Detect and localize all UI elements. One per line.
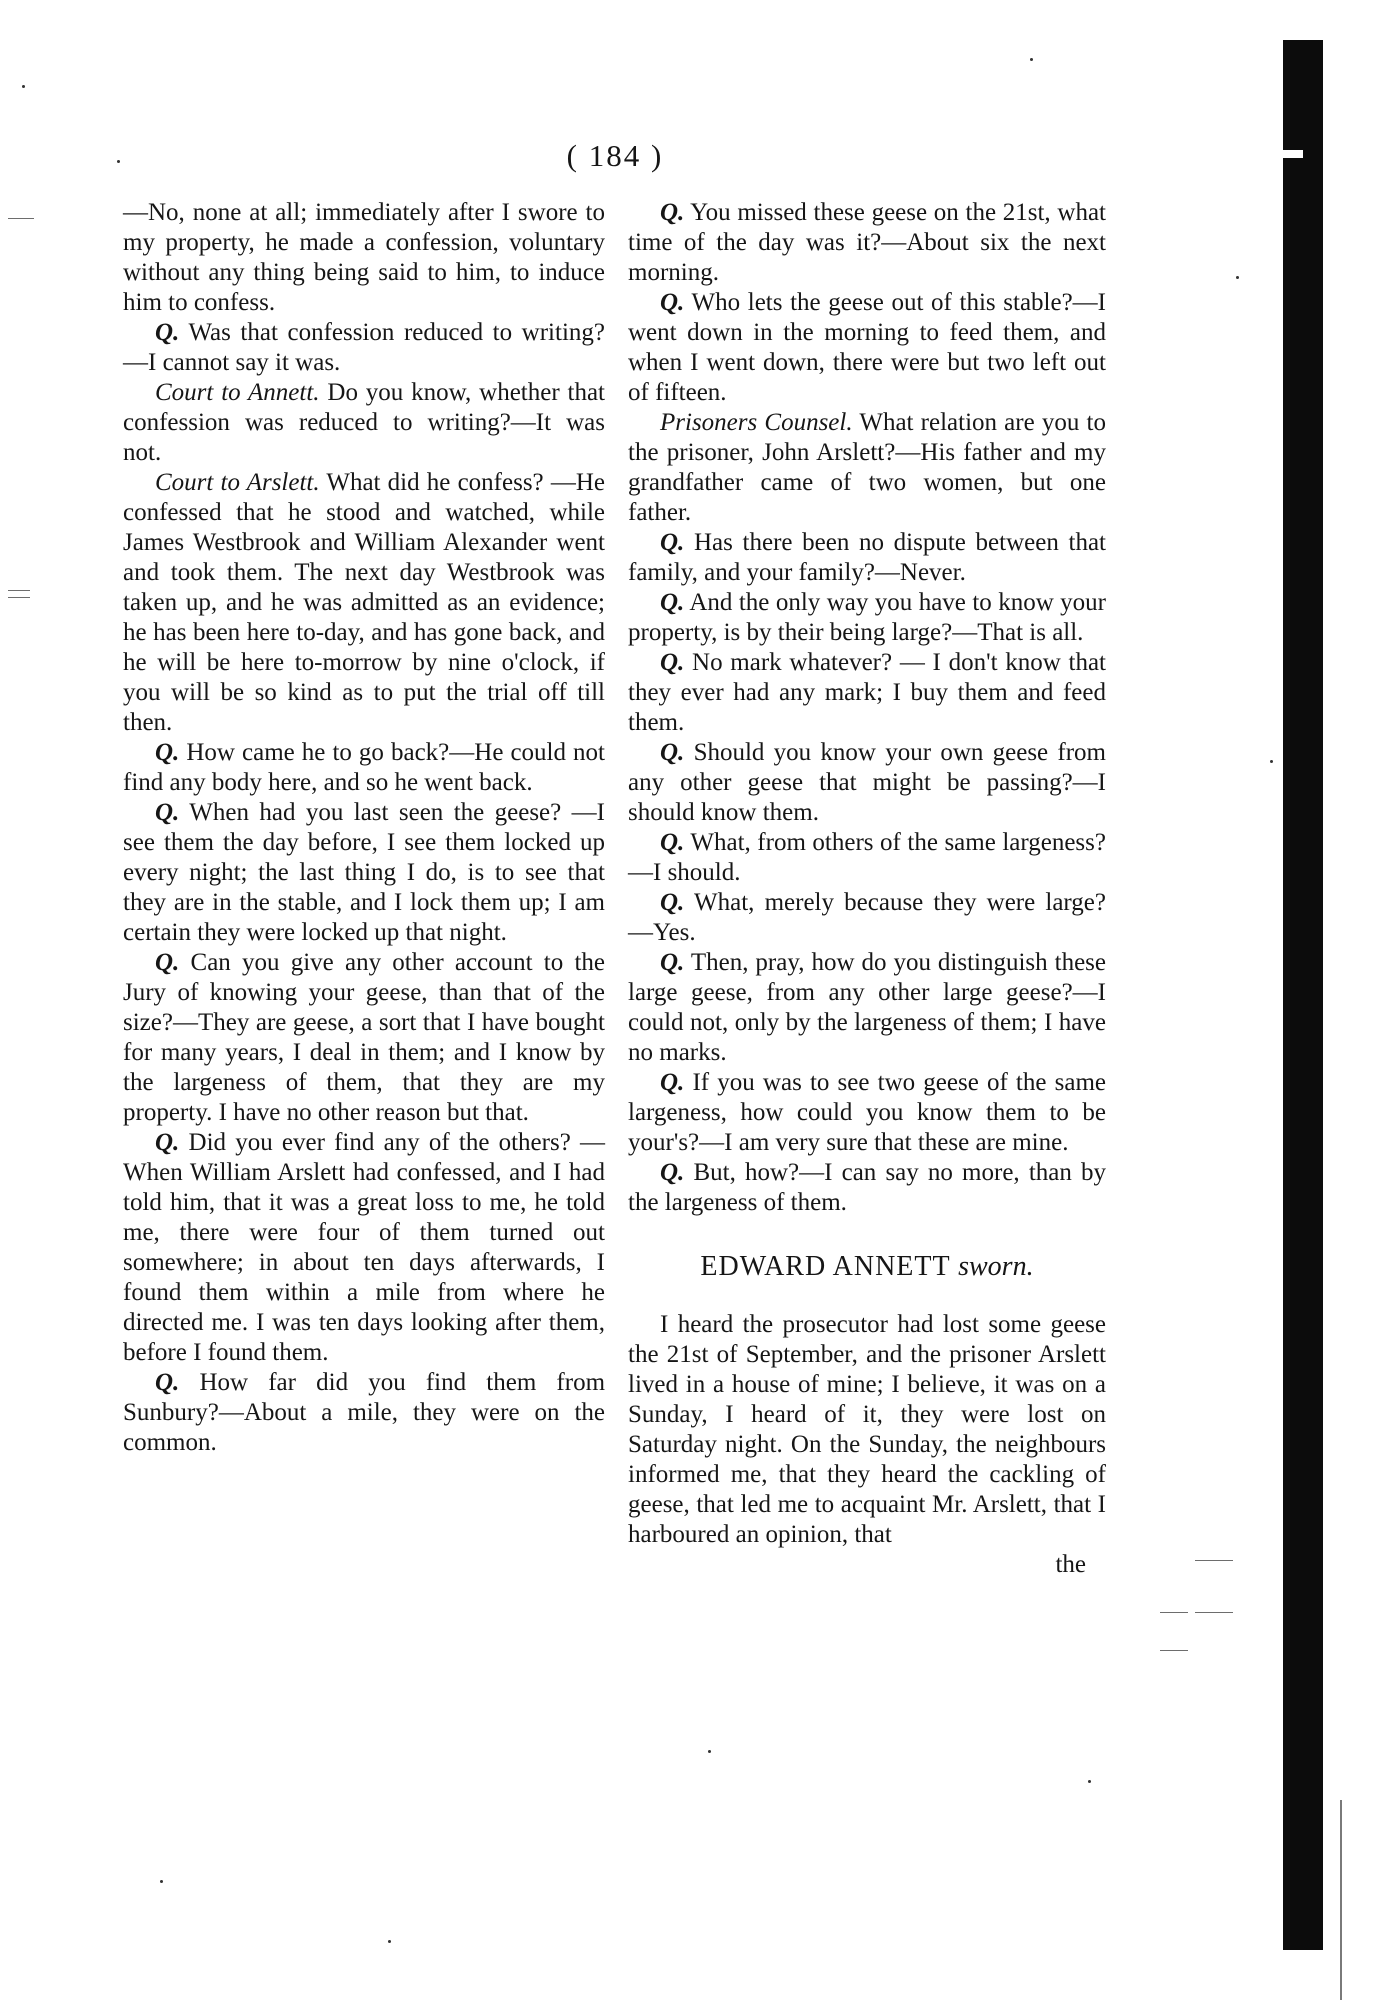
paragraph [628,648,1106,738]
paragraph [123,468,605,738]
paragraph [628,1068,1106,1158]
paper-speck [1270,760,1273,763]
paragraph [123,318,605,378]
question-marker: Q. [155,949,180,976]
question-marker: Q. [660,829,685,856]
paper-speck [160,1880,163,1883]
paragraph [123,198,605,318]
paragraph-text: Should you know your own geese from any other geese that might be passing?—I should know them. [628,739,1107,826]
paragraph [123,798,605,948]
paragraph-text: Was that confession reduced to writing?—I cannot say it was. [123,319,605,376]
paragraph-text: What, merely because they were large?—Yes. [628,889,1106,946]
paragraph-text: Has there been no dispute between that family, and your family?—Never. [628,529,1107,586]
margin-dash [1160,1650,1188,1651]
paragraph [628,588,1106,648]
paragraph-text: And the only way you have to know your property, is by their being large?—That is all. [628,589,1107,646]
paragraph-text: How came he to go back?—He could not find any body here, and so he went back. [123,739,605,796]
paragraph-text: You missed these geese on the 21st, what time of the day was it?—About six the next morning. [628,199,1106,286]
paragraph [628,738,1106,828]
paragraph [628,288,1106,408]
paragraph [628,888,1106,948]
margin-dash [8,597,30,598]
paragraph-text: Who lets the geese out of this stable?—I went down in the morning to feed them, and when I went down, there were but two left out of fifteen. [628,289,1106,406]
margin-dash [1160,1612,1188,1613]
paragraph-text: What did he confess? —He confessed that he stood and watched, while James Westbrook and William Alexander went and took them. The next day Westbrook was taken up, and he was admitted as an evidence; he has been here to-day, and has gone back, and he will be here to-morrow by nine o'clock, if you will be so kind as to put the trial off till then. [123,469,605,736]
paragraph-text: If you was to see two geese of the same largeness, how could you know them to be your's?—I am very sure that these are mine. [628,1069,1106,1156]
question-marker: Q. [155,319,180,346]
paragraph-text: —No, none at all; immediately after I swore to my property, he made a confession, voluntary without any thing being said to him, to induce him to confess. [123,199,605,316]
question-marker: Q. [660,589,685,616]
paragraph [628,408,1106,528]
question-marker: Q. [660,1069,685,1096]
question-marker: Q. [660,649,685,676]
paragraph-text: No mark whatever? — I don't know that they ever had any mark; I buy them and feed them. [628,649,1106,736]
witness-sworn-label: sworn. [958,1251,1034,1282]
paper-speck [388,1940,391,1943]
right-column [628,198,1106,1580]
paragraph [628,828,1106,888]
page-number: ( 184 ) [566,138,664,173]
paragraph [123,738,605,798]
speaker-label: Court to Annett. [155,379,320,406]
witness-testimony: I heard the prosecutor had lost some geese the 21st of September, and the prisoner Arslett lived in a house of mine; I believe, it was on a Sunday, I heard of it, they were lost on Saturday night. On the Sunday, the neighbours informed me, that they heard the cackling of geese, that led me to acquaint Mr. Arslett, that I harboured an opinion, that [628,1311,1106,1548]
paragraph [123,1128,605,1368]
paper-speck [708,1750,711,1753]
paragraph [628,1158,1106,1218]
paper-speck [1030,58,1033,61]
paragraph-text: What relation are you to the prisoner, John Arslett?—His father and my grandfather came of two women, but one father. [628,409,1106,526]
paper-speck [1088,1780,1091,1783]
paper-speck [117,160,120,163]
margin-dash [1195,1560,1233,1561]
paragraph-text: Do you know, whether that confession was reduced to writing?—It was not. [123,379,605,466]
left-column [123,198,605,1458]
question-marker: Q. [155,1129,180,1156]
paragraph [628,948,1106,1068]
paragraph-text: When had you last seen the geese? —I see them the day before, I see them locked up every night; the last thing I do, is to see that they are in the stable, and I lock them up; I am certain they were locked up that night. [123,799,605,946]
question-marker: Q. [660,199,685,226]
paragraph [123,378,605,468]
question-marker: Q. [155,1369,180,1396]
scan-edge-shadow [1283,40,1323,1950]
paper-speck [22,85,25,88]
question-marker: Q. [155,799,180,826]
paragraph [123,1368,605,1458]
scan-edge-line [1340,1800,1342,2000]
margin-dash [1195,1612,1233,1613]
paragraph-text: Then, pray, how do you distinguish these large geese, from any other large geese?—I could not, only by the largeness of them; I have no marks. [628,949,1106,1066]
paragraph [628,528,1106,588]
paragraph [628,198,1106,288]
witness-heading [628,1252,1106,1282]
catchword: the [1055,1551,1086,1578]
question-marker: Q. [660,529,685,556]
witness-name: EDWARD ANNETT [700,1251,951,1282]
question-marker: Q. [660,949,685,976]
question-marker: Q. [660,889,685,916]
margin-dash [8,218,34,219]
speaker-label: Prisoners Counsel. [660,409,853,436]
paragraph-text: Did you ever find any of the others? — When William Arslett had confessed, and I had told him, that it was a great loss to me, he told me, there were four of them turned out somewhere; in about ten days afterwards, I found them within a mile from where he directed me. I was ten days looking after them, before I found them. [123,1129,606,1366]
margin-dash [8,590,30,591]
paragraph-text: What, from others of the same largeness?—I should. [628,829,1106,886]
question-marker: Q. [660,739,685,766]
paper-speck [1236,276,1239,279]
paragraph-text: But, how?—I can say no more, than by the largeness of them. [628,1159,1107,1216]
question-marker: Q. [660,1159,685,1186]
question-marker: Q. [660,289,685,316]
paragraph [123,948,605,1128]
paragraph-text: How far did you find them from Sunbury?—About a mile, they were on the common. [123,1369,606,1456]
question-marker: Q. [155,739,180,766]
scan-edge-notch [1283,150,1303,158]
speaker-label: Court to Arslett. [155,469,320,496]
paragraph-text: Can you give any other account to the Jury of knowing your geese, than that of the size?—They are geese, a sort that I have bought for many years, I deal in them; and I know by the largeness of them, that they are my property. I have no other reason but that. [123,949,606,1126]
